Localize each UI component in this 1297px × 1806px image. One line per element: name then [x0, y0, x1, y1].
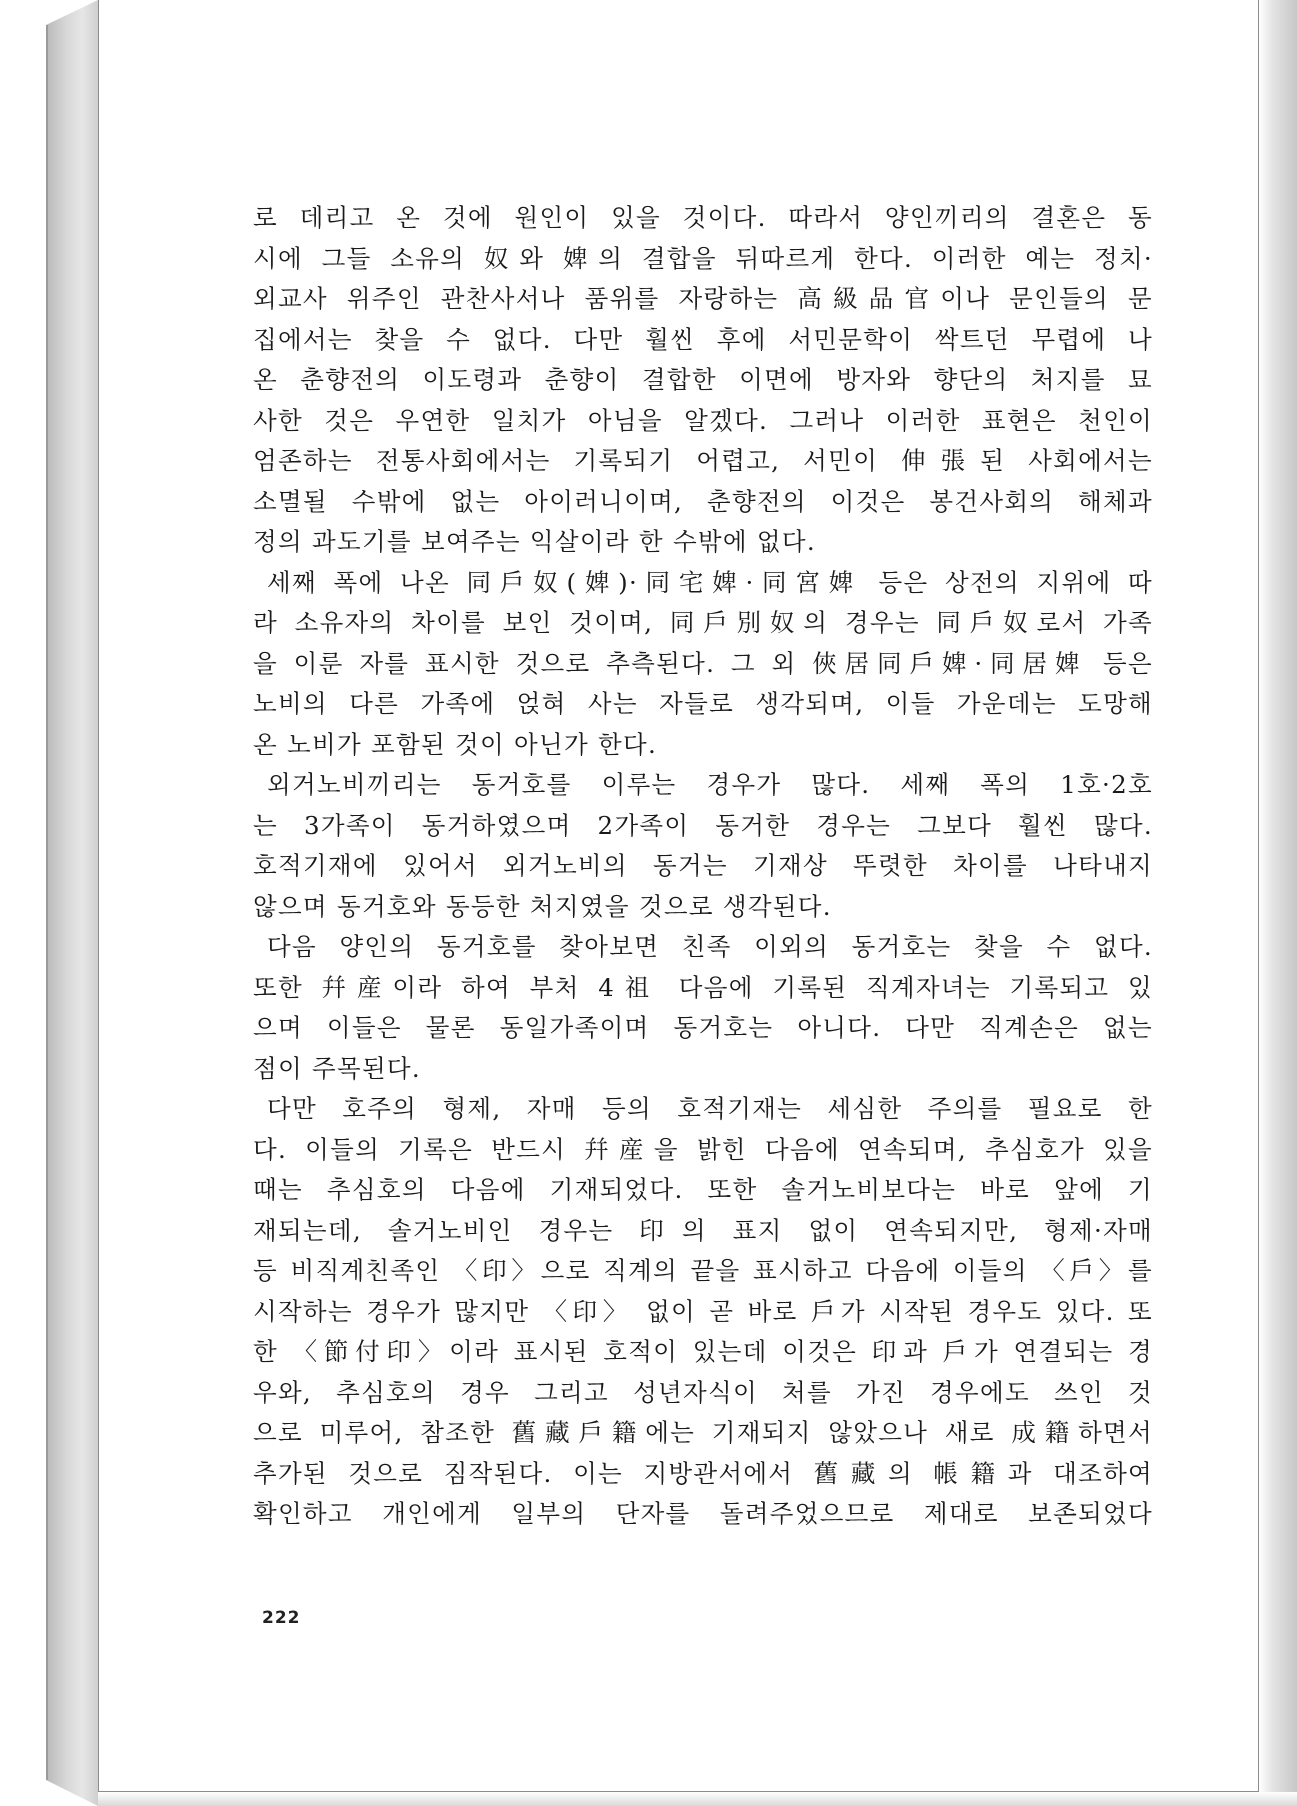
- text-line: 시작하는 경우가 많지만 〈印〉 없이 곧 바로 戶가 시작된 경우도 있다. 또: [253, 1296, 1153, 1326]
- text-line: 로 데리고 온 것에 원인이 있을 것이다. 따라서 양인끼리의 결혼은 동: [253, 203, 1153, 232]
- text-line: 추가된 것으로 짐작된다. 이는 지방관서에서 舊藏의 帳籍과 대조하여: [253, 1458, 1153, 1488]
- text-line: 시에 그들 소유의 奴와 婢의 결합을 뒤따르게 한다. 이러한 예는 정치·: [253, 243, 1153, 273]
- text-line: 집에서는 찾을 수 없다. 다만 훨씬 후에 서민문학이 싹트던 무렵에 나: [253, 324, 1153, 354]
- text-line: 세째 폭에 나온 同戶奴(婢)·同宅婢·同宮婢 등은 상전의 지위에 따: [267, 567, 1153, 597]
- page-shadow-bottom: [98, 1792, 1297, 1806]
- text-line: 확인하고 개인에게 일부의 단자를 돌려주었으므로 제대로 보존되었다: [253, 1499, 1153, 1528]
- text-line: 는 3가족이 동거하였으며 2가족이 동거한 경우는 그보다 훨씬 많다.: [253, 810, 1153, 840]
- text-line: 으로 미루어, 참조한 舊藏戶籍에는 기재되지 않았으나 새로 成籍하면서: [253, 1418, 1153, 1447]
- text-line: 소멸될 수밖에 없는 아이러니이며, 춘향전의 이것은 봉건사회의 해체과: [253, 486, 1153, 516]
- body-text: [253, 198, 1153, 1535]
- text-line: 않으며 동거호와 동등한 처지였을 것으로 생각된다.: [253, 891, 832, 921]
- text-line: 으며 이들은 물론 동일가족이며 동거호는 아니다. 다만 직계손은 없는: [253, 1013, 1153, 1042]
- text-line: 호적기재에 있어서 외거노비의 동거는 기재상 뚜렷한 차이를 나타내지: [253, 851, 1153, 880]
- text-line: 온 노비가 포함된 것이 아닌가 한다.: [253, 729, 658, 759]
- text-line: 점이 주목된다.: [253, 1053, 421, 1083]
- text-line: 노비의 다른 가족에 얹혀 사는 자들로 생각되며, 이들 가운데는 도망해: [253, 689, 1153, 718]
- text-line: 다. 이들의 기록은 반드시 幷産을 밝힌 다음에 연속되며, 추심호가 있을: [253, 1134, 1153, 1164]
- text-line: 때는 추심호의 다음에 기재되었다. 또한 솔거노비보다는 바로 앞에 기: [253, 1175, 1153, 1204]
- book-spine-edge: [46, 25, 48, 1780]
- text-line: 외거노비끼리는 동거호를 이루는 경우가 많다. 세째 폭의 1호·2호: [267, 770, 1153, 799]
- text-line: 재되는데, 솔거노비인 경우는 印의 표지 없이 연속되지만, 형제·자매: [253, 1215, 1153, 1245]
- text-line: 외교사 위주인 관찬사서나 품위를 자랑하는 高級品官이나 문인들의 문: [253, 284, 1153, 313]
- text-line: 온 춘향전의 이도령과 춘향이 결합한 이면에 방자와 향단의 처지를 묘: [253, 365, 1153, 394]
- text-line: 우와, 추심호의 경우 그리고 성년자식이 처를 가진 경우에도 쓰인 것: [253, 1377, 1153, 1407]
- text-line: 한 〈節付印〉이라 표시된 호적이 있는데 이것은 印과 戶가 연결되는 경: [253, 1337, 1153, 1366]
- text-line: 또한 幷産이라 하여 부처 4祖 다음에 기록된 직계자녀는 기록되고 있: [253, 972, 1153, 1002]
- text-line: 정의 과도기를 보여주는 익살이라 한 수밖에 없다.: [253, 527, 816, 556]
- text-line: 을 이룬 자를 표시한 것으로 추측된다. 그 외 俠居同戶婢·同居婢 등은: [253, 648, 1153, 678]
- text-line: 등 비직계친족인 〈印〉으로 직계의 끝을 표시하고 다음에 이들의 〈戶〉를: [253, 1256, 1153, 1285]
- text-line: 다음 양인의 동거호를 찾아보면 친족 이외의 동거호는 찾을 수 없다.: [267, 932, 1153, 961]
- book-spine: [46, 0, 98, 1806]
- page-shadow-right: [1259, 0, 1297, 1806]
- text-line: 사한 것은 우연한 일치가 아님을 알겠다. 그러나 이러한 표현은 천인이: [253, 405, 1153, 435]
- text-line: 라 소유자의 차이를 보인 것이며, 同戶別奴의 경우는 同戶奴로서 가족: [253, 608, 1153, 637]
- text-line: 다만 호주의 형제, 자매 등의 호적기재는 세심한 주의를 필요로 한: [267, 1094, 1153, 1123]
- text-line: 엄존하는 전통사회에서는 기록되기 어렵고, 서민이 伸張된 사회에서는: [253, 446, 1153, 475]
- page-number: 222: [262, 1608, 301, 1628]
